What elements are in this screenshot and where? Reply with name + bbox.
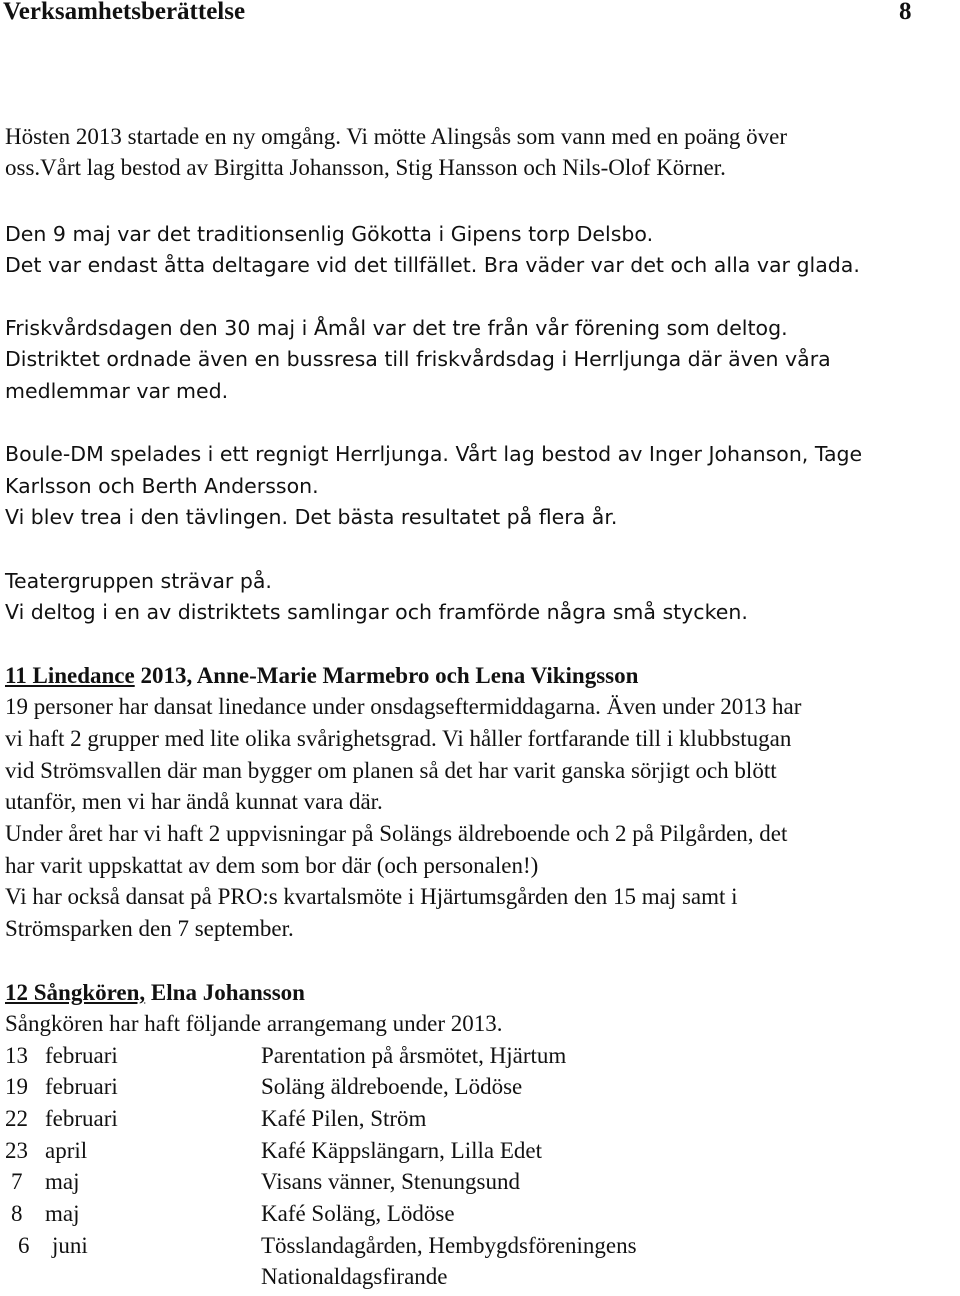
event-month: februari: [45, 1106, 118, 1131]
heading-number: 11 Linedance: [5, 663, 135, 688]
event-month: februari: [45, 1043, 118, 1068]
paragraph-line: Teatergruppen strävar på.: [5, 569, 272, 593]
section-heading-linedance: [5, 661, 638, 691]
heading-leader: Elna Johansson: [145, 980, 305, 1005]
paragraph-line: Den 9 maj var det traditionsenlig Gökotta i Gipens torp Delsbo.: [5, 222, 654, 246]
event-description: Kafé Käppslängarn, Lilla Edet: [261, 1138, 542, 1163]
event-description: Kafé Pilen, Ström: [261, 1106, 427, 1131]
event-day: 13: [5, 1043, 28, 1068]
paragraph-line: Distriktet ordnade även en bussresa till friskvårdsdag i Herrljunga där även våra: [5, 347, 831, 371]
section-heading-sangkor: [5, 978, 305, 1008]
paragraph-line: 19 personer har dansat linedance under onsdagseftermiddagarna. Även under 2013 har: [5, 694, 802, 719]
paragraph-line: Hösten 2013 startade en ny omgång. Vi mötte Alingsås som vann med en poäng över: [5, 124, 787, 149]
paragraph-line: har varit uppskattat av dem som bor där (och personalen!): [5, 853, 539, 878]
event-month: februari: [45, 1074, 118, 1099]
paragraph-line: oss.Vårt lag bestod av Birgitta Johansson, Stig Hansson och Nils-Olof Körner.: [5, 155, 726, 180]
event-month: april: [45, 1138, 88, 1163]
paragraph-line: Det var endast åtta deltagare vid det tillfället. Bra väder var det och alla var glada.: [5, 253, 860, 277]
event-description-continuation: Nationaldagsfirande: [261, 1264, 448, 1289]
heading-leaders: Anne-Marie Marmebro och Lena Vikingsson: [192, 663, 639, 688]
paragraph-line: Boule-DM spelades i ett regnigt Herrljunga. Vårt lag bestod av Inger Johanson, Tage: [5, 442, 863, 466]
event-description: Parentation på årsmötet, Hjärtum: [261, 1043, 567, 1068]
event-description: Visans vänner, Stenungsund: [261, 1169, 520, 1194]
event-description: Tösslandagården, Hembygdsföreningens: [261, 1233, 637, 1258]
paragraph-line: vi haft 2 grupper med lite olika svårighetsgrad. Vi håller fortfarande till i klubbstugan: [5, 726, 792, 751]
paragraph-line: Strömsparken den 7 september.: [5, 916, 294, 941]
event-day: 8: [11, 1201, 23, 1226]
paragraph-line: medlemmar var med.: [5, 379, 229, 403]
page-header-title: Verksamhetsberättelse: [3, 0, 246, 25]
paragraph-line: Karlsson och Berth Andersson.: [5, 474, 319, 498]
event-month: maj: [45, 1201, 80, 1226]
paragraph-line: utanför, men vi har ändå kunnat vara där.: [5, 789, 383, 814]
event-month: maj: [45, 1169, 80, 1194]
paragraph-line: Vi blev trea i den tävlingen. Det bästa resultatet på flera år.: [5, 505, 618, 529]
paragraph-line: Under året har vi haft 2 uppvisningar på Solängs äldreboende och 2 på Pilgården, det: [5, 821, 788, 846]
paragraph-line: Vi har också dansat på PRO:s kvartalsmöte i Hjärtumsgården den 15 maj samt i: [5, 884, 738, 909]
paragraph-line: Sångkören har haft följande arrangemang under 2013.: [5, 1011, 503, 1036]
event-day: 23: [5, 1138, 28, 1163]
event-day: 7: [11, 1169, 23, 1194]
heading-year: 2013,: [134, 663, 193, 688]
event-description: Kafé Soläng, Lödöse: [261, 1201, 455, 1226]
page-number: 8: [899, 0, 912, 25]
event-day: 22: [5, 1106, 28, 1131]
paragraph-line: Friskvårdsdagen den 30 maj i Åmål var det tre från vår förening som deltog.: [5, 316, 788, 340]
event-description: Soläng äldreboende, Lödöse: [261, 1074, 523, 1099]
paragraph-line: Vi deltog i en av distriktets samlingar och framförde några små stycken.: [5, 600, 748, 624]
event-day: 6: [18, 1233, 30, 1258]
heading-number: 12 Sångkören,: [5, 980, 146, 1005]
paragraph-line: vid Strömsvallen där man bygger om planen så det har varit ganska sörjigt och blött: [5, 758, 777, 783]
event-day: 19: [5, 1074, 28, 1099]
event-month: juni: [52, 1233, 88, 1258]
